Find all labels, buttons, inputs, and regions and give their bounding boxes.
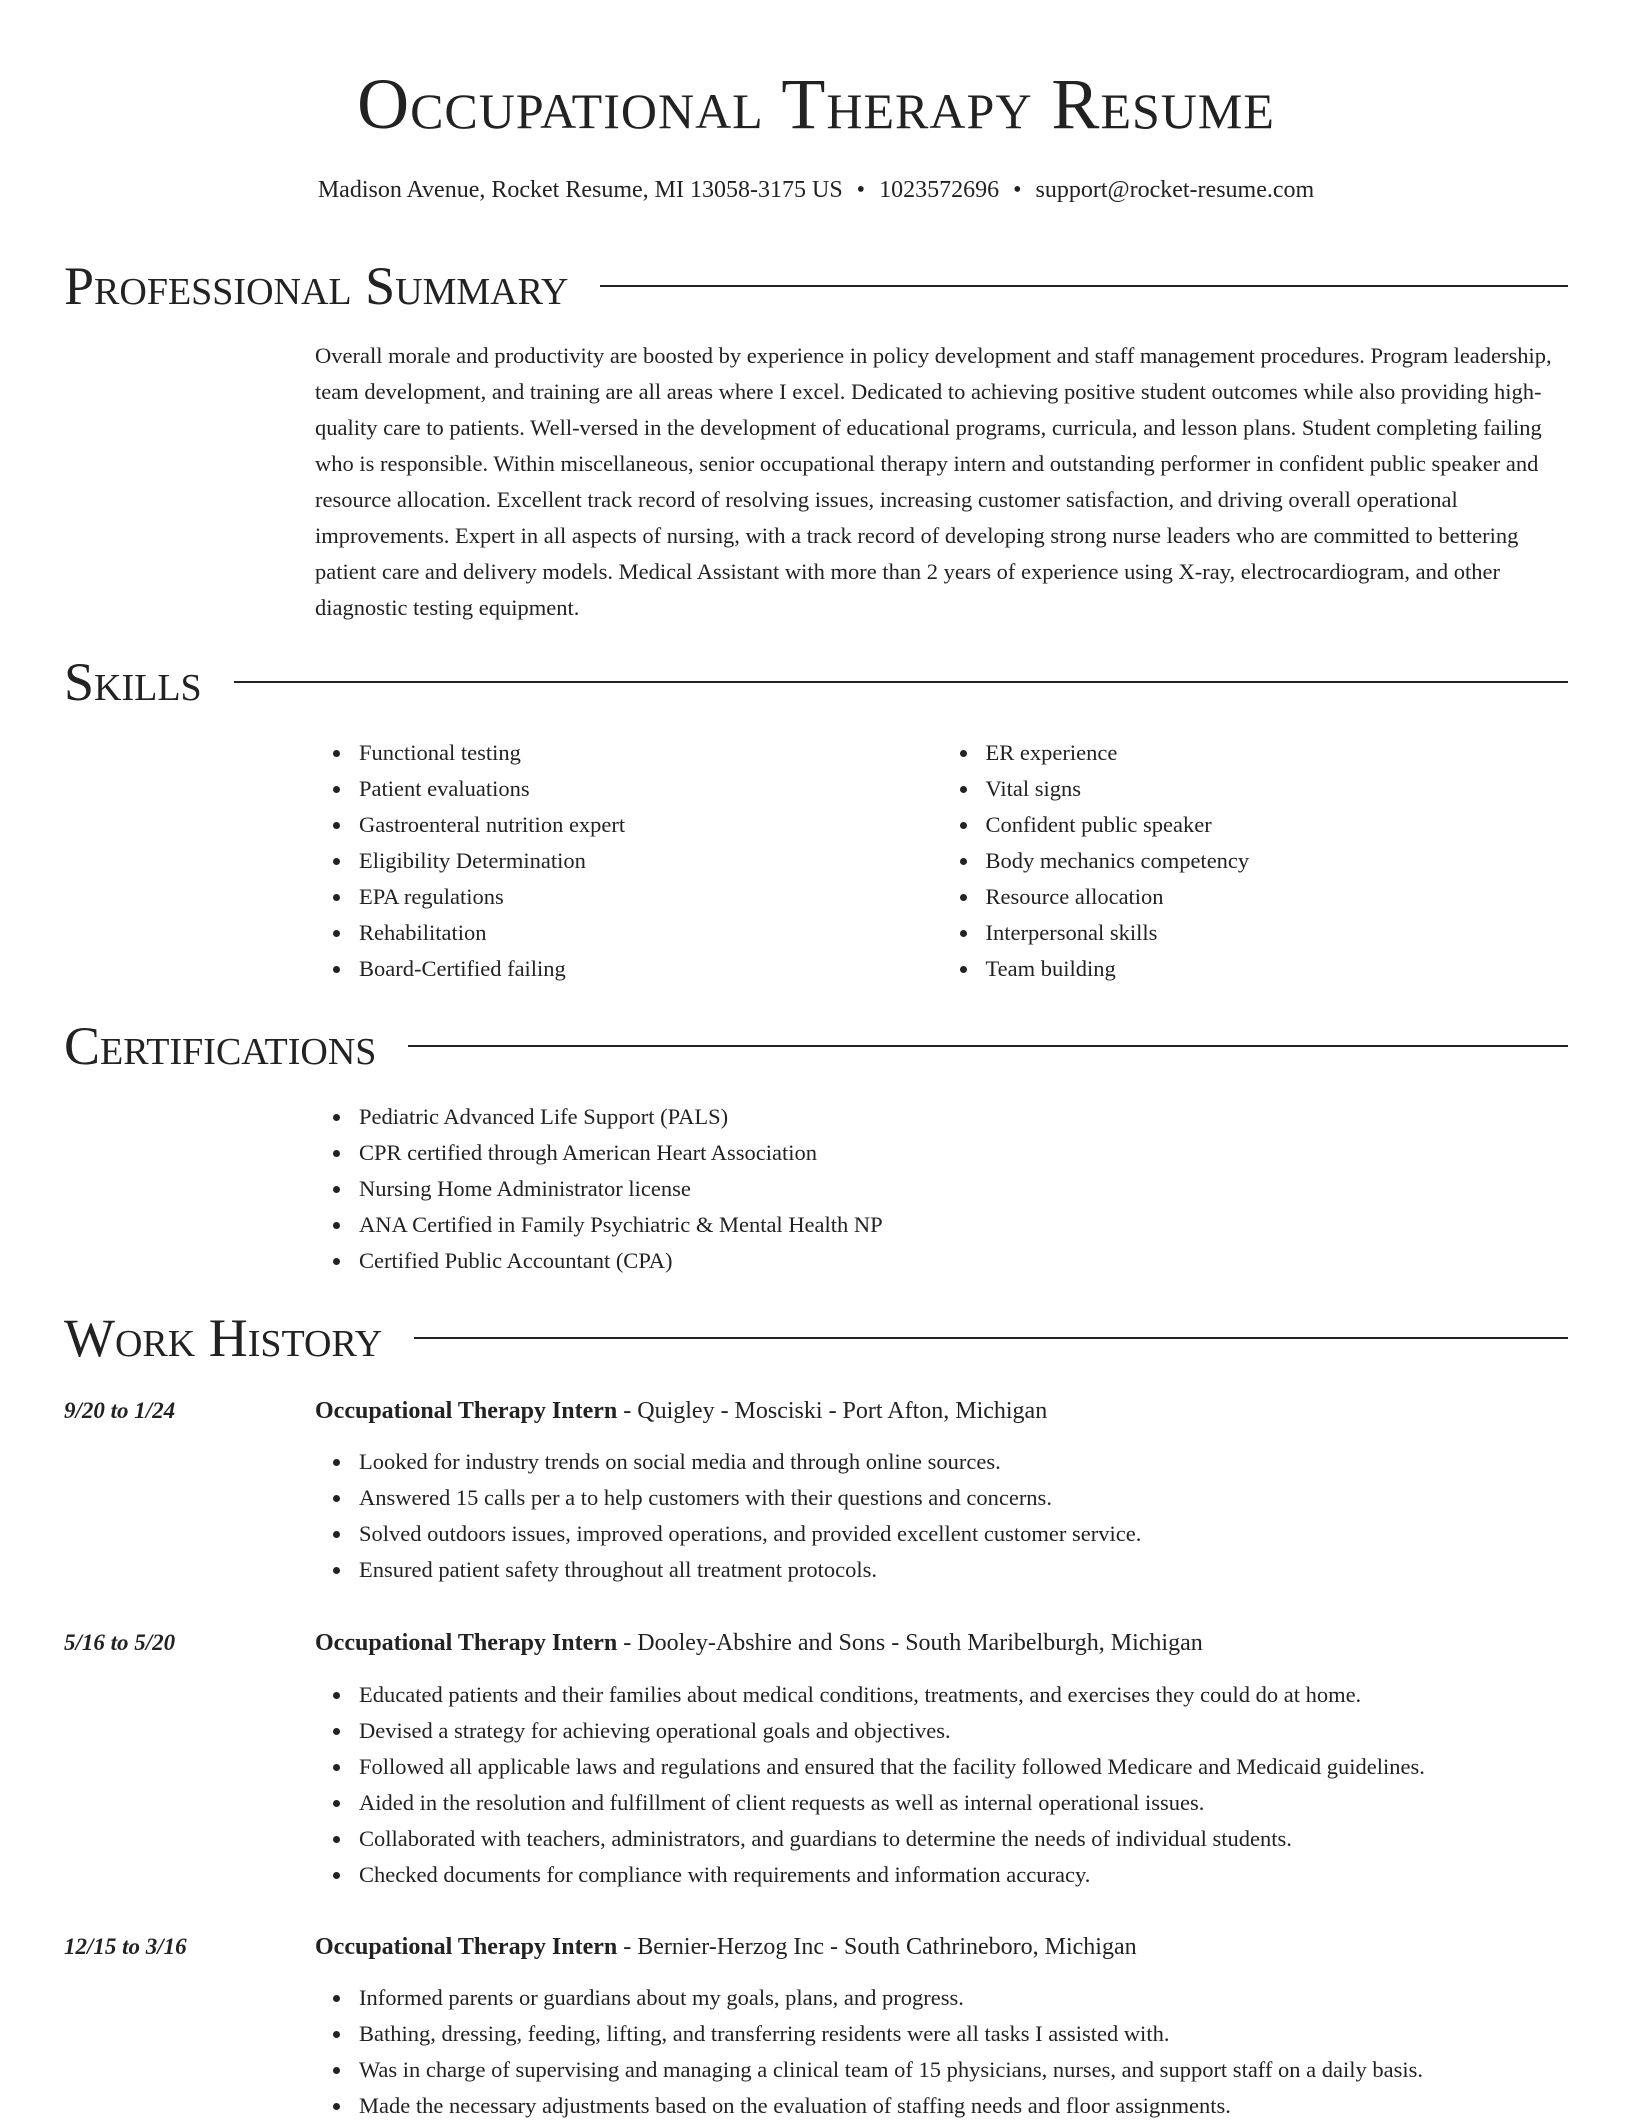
job-duty-item: Checked documents for compliance with requirements and information accuracy. [359, 1857, 1568, 1893]
section-divider [600, 285, 1568, 287]
contact-separator: • [1013, 177, 1022, 203]
job-duty-item: Informed parents or guardians about my goals, plans, and progress. [359, 1980, 1568, 2016]
resume-title: Occupational Therapy Resume [357, 64, 1275, 144]
section-header-work-history [64, 1308, 1568, 1368]
job-title: Occupational Therapy Intern [315, 1630, 618, 1656]
certification-item: ANA Certified in Family Psychiatric & Mental Health NP [359, 1207, 1568, 1243]
skill-item: Patient evaluations [359, 771, 942, 807]
skill-item: Team building [986, 951, 1569, 987]
certification-item: Nursing Home Administrator license [359, 1171, 1568, 1207]
job-duty-item: Collaborated with teachers, administrators, and guardians to determine the needs of individual students. [359, 1821, 1568, 1857]
section-header-skills [64, 652, 1568, 712]
job-duties-list [315, 1677, 1568, 1893]
job-duty-item: Educated patients and their families about medical conditions, treatments, and exercises they could do at home. [359, 1677, 1568, 1713]
job-header [315, 1929, 1568, 1965]
section-header-certifications [64, 1016, 1568, 1076]
job-employer-location: - Bernier-Herzog Inc - South Cathrineboro, Michigan [617, 1934, 1137, 1960]
job-duties [315, 1444, 1568, 1588]
job-dates: 5/16 to 5/20 [64, 1630, 176, 1655]
job-header [315, 1625, 1568, 1661]
job-duties-list [315, 1980, 1568, 2124]
job-header [315, 1393, 1568, 1429]
skill-item: EPA regulations [359, 879, 942, 915]
job-employer-location: - Quigley - Mosciski - Port Afton, Michigan [617, 1398, 1048, 1424]
skill-item: Gastroenteral nutrition expert [359, 807, 942, 843]
skill-item: Board-Certified failing [359, 951, 942, 987]
job-duty-item: Solved outdoors issues, improved operations, and provided excellent customer service. [359, 1516, 1568, 1552]
job-employer-location: - Dooley-Abshire and Sons - South Maribelburgh, Michigan [617, 1630, 1203, 1656]
job-duty-item: Looked for industry trends on social media and through online sources. [359, 1444, 1568, 1480]
job-duty-item: Devised a strategy for achieving operational goals and objectives. [359, 1713, 1568, 1749]
job-duty-item: Bathing, dressing, feeding, lifting, and transferring residents were all tasks I assisted with. [359, 2016, 1568, 2052]
job-duty-item: Was in charge of supervising and managing a clinical team of 15 physicians, nurses, and support staff on a daily basis. [359, 2052, 1568, 2088]
skill-item: Functional testing [359, 735, 942, 771]
contact-address: Madison Avenue, Rocket Resume, MI 13058-3175 US [317, 177, 843, 203]
job-duty-item: Followed all applicable laws and regulations and ensured that the facility followed Medicare and Medicaid guidelines. [359, 1749, 1568, 1785]
job-duties-list [315, 1444, 1568, 1588]
job-duty-item: Made the necessary adjustments based on the evaluation of staffing needs and floor assignments. [359, 2088, 1568, 2124]
section-title-skills: Skills [64, 652, 202, 712]
section-divider [408, 1045, 1568, 1047]
skills-list-left [315, 735, 942, 987]
job-duties [315, 1980, 1568, 2124]
skill-item: Resource allocation [986, 879, 1569, 915]
certification-item: Pediatric Advanced Life Support (PALS) [359, 1099, 1568, 1135]
job-duty-item: Answered 15 calls per a to help customers with their questions and concerns. [359, 1480, 1568, 1516]
job-dates: 9/20 to 1/24 [64, 1398, 176, 1423]
skills-list-right [942, 735, 1569, 987]
skill-item: Interpersonal skills [986, 915, 1569, 951]
section-title-summary: Professional Summary [64, 256, 569, 316]
job-duty-item: Aided in the resolution and fulfillment of client requests as well as internal operational issues. [359, 1785, 1568, 1821]
skill-item: Confident public speaker [986, 807, 1569, 843]
section-header-summary [64, 256, 1568, 316]
contact-phone: 1023572696 [879, 177, 1000, 203]
job-duties [315, 1677, 1568, 1893]
skill-item: Body mechanics competency [986, 843, 1569, 879]
section-divider [414, 1337, 1568, 1339]
skill-item: Eligibility Determination [359, 843, 942, 879]
job-title: Occupational Therapy Intern [315, 1934, 618, 1960]
job-duty-item: Ensured patient safety throughout all treatment protocols. [359, 1552, 1568, 1588]
certifications-block [315, 1099, 1568, 1279]
skill-item: Vital signs [986, 771, 1569, 807]
summary-text: Overall morale and productivity are boosted by experience in policy development and staff management procedures. Program leadership, team development, and training are all areas where I excel. Dedicated to achieving positive student outcomes while also providing high-quality care to patients. Well-versed in the development of educational programs, curricula, and lesson plans. Student completing failing who is responsible. Within miscellaneous, senior occupational therapy intern and outstanding performer in confident public speaker and resource allocation. Excellent track record of resolving issues, increasing customer satisfaction, and driving overall operational improvements. Expert in all aspects of nursing, with a track record of developing strong nurse leaders who are committed to bettering patient care and delivery models. Medical Assistant with more than 2 years of experience using X-ray, electrocardiogram, and other diagnostic testing equipment. [315, 343, 1552, 620]
skill-item: ER experience [986, 735, 1569, 771]
job-title: Occupational Therapy Intern [315, 1398, 618, 1424]
summary-block [315, 338, 1568, 626]
contact-email: support@rocket-resume.com [1035, 177, 1315, 203]
section-divider [234, 681, 1568, 683]
certifications-list [315, 1099, 1568, 1279]
certification-item: Certified Public Accountant (CPA) [359, 1243, 1568, 1279]
contact-line [64, 174, 1568, 206]
skill-item: Rehabilitation [359, 915, 942, 951]
job-dates: 12/15 to 3/16 [64, 1934, 187, 1959]
skills-block [315, 735, 1568, 987]
section-title-work-history: Work History [64, 1308, 383, 1368]
contact-separator: • [856, 177, 866, 203]
certification-item: CPR certified through American Heart Association [359, 1135, 1568, 1171]
section-title-certifications: Certifications [64, 1016, 377, 1076]
